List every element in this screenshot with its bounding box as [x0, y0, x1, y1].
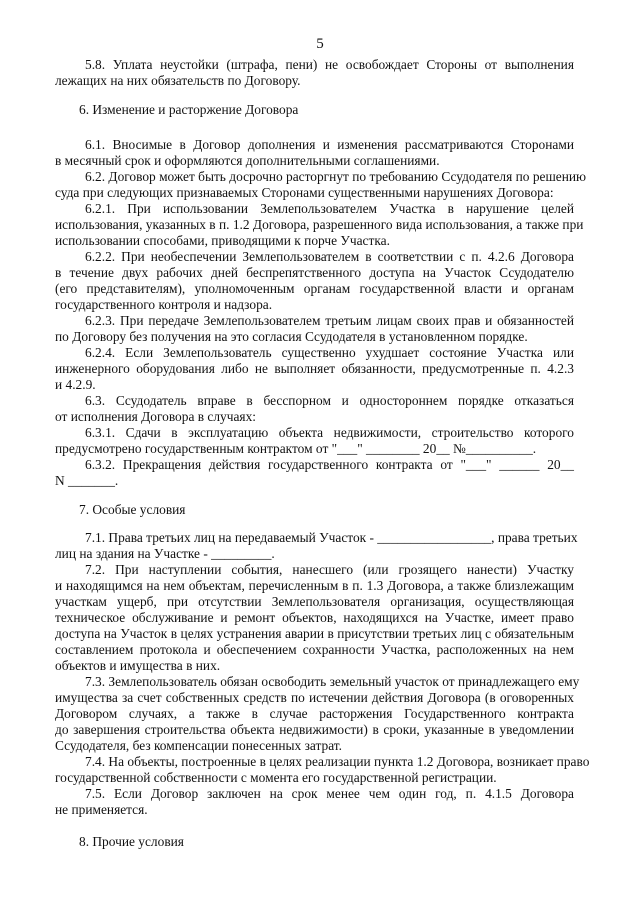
text-line: 7.3. Землепользователь обязан освободить земельный участок от принадлежащего ему	[85, 674, 580, 689]
text-line: и 4.2.9.	[55, 377, 96, 392]
text-line: от исполнения Договора в случаях:	[55, 409, 256, 424]
text-line: в течение двух рабочих дней беспрепятственного доступа на Участок Ссудодателю	[55, 265, 574, 280]
text-line: 6.2.3. При передаче Землепользователем третьим лицам своих прав и обязанностей	[85, 313, 574, 328]
text-line: 5.8. Уплата неустойки (штрафа, пени) не освобождает Стороны от выполнения	[85, 57, 574, 72]
text-line: государственной собственности с момента его государственной регистрации.	[55, 770, 497, 785]
text-line: Ссудодателя, без компенсации понесенных затрат.	[55, 738, 342, 753]
text-line: (его представителям), уполномоченным органам государственной власти и органам	[55, 281, 574, 296]
text-line: 6. Изменение и расторжение Договора	[79, 102, 299, 117]
text-line: 7. Особые условия	[79, 502, 186, 517]
text-line: 7.2. При наступлении события, нанесшего (или грозящего нанести) Участку	[85, 562, 574, 577]
text-line: 6.2.1. При использовании Землепользователем Участка в нарушение целей	[85, 201, 574, 216]
text-line: имущества за счет собственных средств по истечении действия Договора (в оговоренных	[55, 690, 574, 705]
text-line: N _______.	[55, 473, 119, 488]
text-line: 8. Прочие условия	[79, 834, 184, 849]
text-line: Договором случаях, а также в случае расторжения Государственного контракта	[55, 706, 574, 721]
text-line: 7.1. Права третьих лиц на передаваемый Участок - _________________, права третьих	[85, 530, 578, 545]
text-line: суда при следующих признаваемых Сторонами существенными нарушениях Договора:	[55, 185, 554, 200]
text-line: объектов и имущества в них.	[55, 658, 221, 673]
text-line: государственного контроля и надзора.	[55, 297, 273, 312]
text-line: по Договору без получения на это согласия Ссудодателя в установленном порядке.	[55, 329, 528, 344]
text-line: 6.2.4. Если Землепользователь существенно ухудшает состояние Участка или	[85, 345, 574, 360]
page-number: 5	[316, 36, 324, 52]
text-line: 6.2.2. При необеспечении Землепользователем в соответствии с п. 4.2.6 Договора	[85, 249, 574, 264]
text-line: 7.5. Если Договор заключен на срок менее чем один год, п. 4.1.5 Договора	[85, 786, 574, 801]
text-line: лиц на здания на Участке - _________.	[55, 546, 275, 561]
text-line: 7.4. На объекты, построенные в целях реализации пункта 1.2 Договора, возникает право	[85, 754, 590, 769]
text-line: 6.3.1. Сдачи в эксплуатацию объекта недвижимости, строительство которого	[85, 425, 574, 440]
text-line: составлением протокола и обеспечением сохранности Участка, расположенных на нем	[55, 642, 574, 657]
text-line: техническое обслуживание и ремонт объектов, находящихся на Участке, имеет право	[55, 610, 574, 625]
text-line: не применяется.	[55, 802, 148, 817]
text-line: до завершения строительства объекта недвижимости) в сроки, указанные в уведомлении	[55, 722, 574, 737]
text-line: 6.2. Договор может быть досрочно расторгнут по требованию Ссудодателя по решению	[85, 169, 587, 184]
text-line: 6.3. Ссудодатель вправе в бесспорном и одностороннем порядке отказаться	[85, 393, 574, 408]
text-line: и находящимся на нем объектам, перечисленным в п. 1.3 Договора, а также близлежащим	[55, 578, 574, 593]
text-line: предусмотрено государственным контрактом от "___" ________ 20__ №__________.	[55, 441, 537, 456]
text-line: 6.3.2. Прекращения действия государственного контракта от "___" ______ 20__	[85, 457, 574, 472]
text-line: лежащих на них обязательств по Договору.	[55, 73, 301, 88]
text-line: участкам ущерб, при отсутствии Землепользователя организация, осуществляющая	[55, 594, 574, 609]
text-line: 6.1. Вносимые в Договор дополнения и изменения рассматриваются Сторонами	[85, 137, 574, 152]
text-line: в месячный срок и оформляются дополнительными соглашениями.	[55, 153, 440, 168]
text-line: использования, указанных в п. 1.2 Договора, разрешенного вида использования, а также при	[55, 217, 584, 232]
text-line: доступа на Участок в целях устранения аварии в присутствии третьих лиц с обязательным	[55, 626, 574, 641]
text-line: использовании способами, приводящими к порче Участка.	[55, 233, 390, 248]
text-line: инженерного оборудования либо не выполняет обязанности, предусмотренные п. 4.2.3	[55, 361, 574, 376]
